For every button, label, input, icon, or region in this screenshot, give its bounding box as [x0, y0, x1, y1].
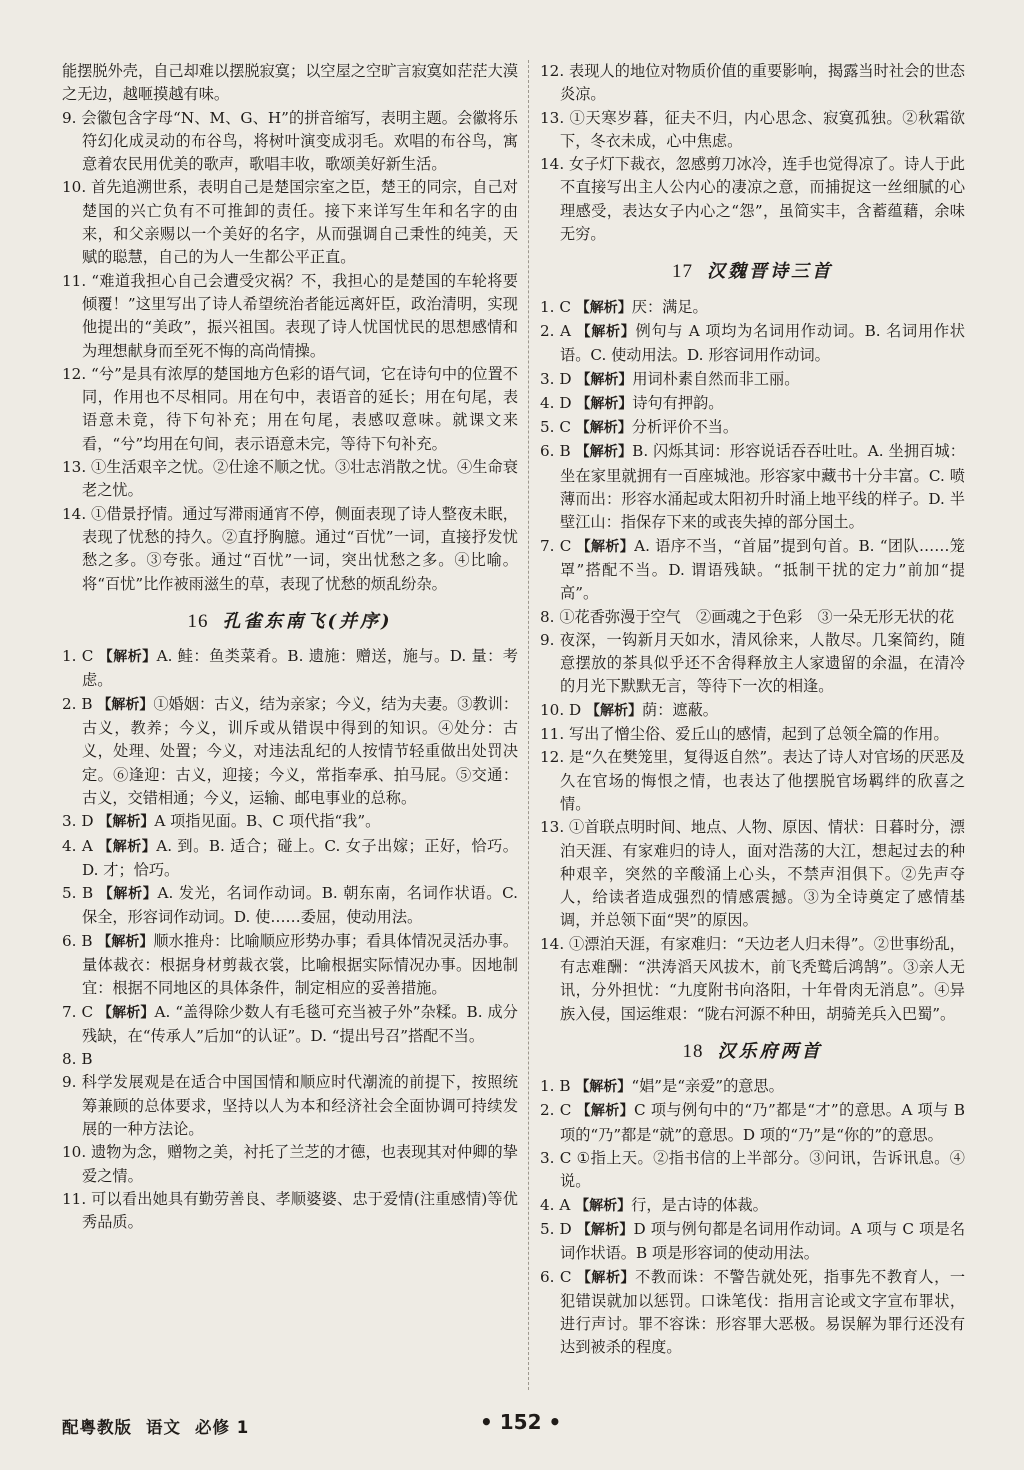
answer-item [540, 1147, 965, 1194]
analysis-label: 【解析】 [97, 696, 154, 713]
answer-choice: 6. C [540, 1267, 577, 1286]
answer-text: 行，是古诗的体裁。 [631, 1195, 768, 1214]
analysis-label: 【解析】 [575, 1197, 632, 1214]
left-top-answers [62, 60, 518, 596]
footer-subject: 语文 [146, 1418, 181, 1437]
section-number: 17 [672, 261, 693, 283]
answer-choice: 1. C [540, 297, 576, 316]
analysis-label: 【解析】 [575, 444, 633, 461]
answer-text: ①指上天。②指书信的上半部分。③问讯，告诉讯息。④说。 [560, 1149, 965, 1191]
answer-text: A. 语序不当，“首届”提到句首。B. “团队……笼罩”搭配不当。D. 谓语残缺。“抵制干扰的定力”前加“提高”。 [560, 536, 965, 603]
answer-item [540, 1194, 965, 1218]
answer-choice: 2. B [62, 694, 98, 713]
answer-item [62, 1141, 518, 1188]
answer-item: 12. 表现人的地位对物质价值的重要影响，揭露当时社会的世态炎凉。 [540, 62, 965, 104]
answer-item [540, 392, 965, 416]
answer-text: A. 到。B. 适合；碰上。C. 女子出嫁；正好，恰巧。D. 才；恰巧。 [82, 836, 518, 879]
analysis-label: 【解析】 [97, 933, 154, 950]
answer-text: 例句与 A 项均为名词用作动词。B. 名词用作状语。C. 使动用法。D. 形容词用作动词。 [560, 321, 965, 365]
answer-item [540, 723, 965, 746]
answer-item [540, 368, 965, 392]
answer-item [540, 296, 965, 320]
answer-item [540, 1218, 965, 1266]
answer-item [62, 645, 518, 693]
analysis-label: 【解析】 [576, 1269, 636, 1286]
answer-text: 分析评价不当。 [631, 418, 739, 437]
answer-choice: 2. A [540, 321, 577, 340]
answer-text: A. 发光，名词作动词。B. 朝东南，名词作状语。C. 保全，形容词作动词。D. 使……委屈，使动用法。 [82, 884, 518, 927]
answer-item [540, 699, 965, 723]
analysis-label: 【解析】 [98, 814, 155, 831]
answer-item [540, 629, 965, 699]
answer-item: 12. “兮”是具有浓厚的楚国地方色彩的语气词，它在诗句中的位置不同，作用也不尽相同。用在句中，表语音的延长；用在句尾，表语意未竟，待下句补充；用在句尾，表感叹意味。就课文来看，“兮”均用在句间，表示语意未完，等待下句补充。 [62, 364, 518, 453]
analysis-label: 【解析】 [98, 838, 157, 855]
footer-edition: 配粤教版 [62, 1418, 132, 1437]
answer-text: A. 鲑：鱼类菜肴。B. 遗施：赠送，施与。D. 量：考虑。 [82, 647, 518, 690]
analysis-label: 【解析】 [576, 371, 633, 388]
answer-item [62, 1001, 518, 1049]
answer-item: 11. “难道我担心自己会遭受灾祸？不，我担心的是楚国的车轮将要倾覆！”这里写出了诗人希望统治者能远离奸臣，政治清明，实现他提出的“美政”，振兴祖国。表现了诗人忧国忧民的思想感情和为理想献身而至死不悔的高尚情操。 [62, 271, 518, 360]
answer-item [540, 606, 965, 629]
answer-item [540, 1075, 965, 1099]
answer-text: 不教而诛：不警告就处死，指事先不教育人，一犯错误就加以惩罚。口诛笔伐：指用言论或文字宣布罪状，进行声讨。罪不容诛：形容罪大恶极。易误解为罪行还没有达到被杀的程度。 [560, 1267, 966, 1357]
answer-item [62, 693, 518, 810]
answer-item: 14. ①借景抒情。通过写滞雨通宵不停，侧面表现了诗人整夜未眠，表现了忧愁的持久。②直抒胸臆。通过“百忧”一词，直接抒发忧愁之多。③夸张。通过“百忧”一词，突出忧愁之多。④比喻。将“百忧”比作被雨滋生的草，表现了忧愁的烦乱纷杂。 [62, 504, 518, 593]
answer-item [540, 416, 965, 440]
answer-choice: 3. D [62, 812, 99, 831]
answer-text: C 项与例句中的“乃”都是“才”的意思。A 项与 B 项的“乃”都是“就”的意思。D 项的“乃”是“你的”的意思。 [560, 1101, 965, 1144]
answer-item [62, 835, 518, 883]
section-title: 孔雀东南飞(并序) [222, 610, 393, 632]
answer-item: 10. 首先追溯世系，表明自己是楚国宗室之臣，楚王的同宗，自己对楚国的兴亡负有不可推卸的责任。接下来详写生年和名字的由来，和父亲赐以一个美好的名字，从而强调自己秉性的纯美，天赋的聪慧，自己的为人一生都公平正直。 [62, 178, 518, 267]
section-number: 16 [187, 610, 209, 632]
answer-choice: 2. C [540, 1101, 577, 1120]
left-column [62, 60, 518, 1235]
section-18-heading [540, 1040, 965, 1063]
page-number: • 152 • [480, 1410, 562, 1434]
analysis-label: 【解析】 [575, 299, 632, 316]
footer-book: 必修 1 [195, 1418, 250, 1437]
answer-text: 用词朴素自然而非工丽。 [632, 369, 800, 388]
answer-text: “娼”是“亲爱”的意思。 [631, 1077, 784, 1096]
answer-item [540, 320, 965, 368]
answer-item [540, 816, 965, 932]
answer-item [62, 930, 518, 1001]
answer-text: A. “盖得除少数人有毛毯可充当被子外”杂糅。B. 成分残缺，在“传承人”后加“的认证”。D. “提出号召”搭配不当。 [82, 1002, 518, 1045]
analysis-label: 【解析】 [575, 1079, 632, 1096]
right-top-answers [540, 60, 965, 246]
answer-choice: 7. C [62, 1002, 99, 1021]
answer-item [62, 1048, 518, 1071]
answer-text: 厌：满足。 [631, 297, 708, 316]
answer-choice: 4. A [62, 836, 99, 855]
section-title: 汉魏晋诗三首 [707, 261, 833, 283]
answer-choice: 3. C [540, 1149, 577, 1168]
answer-text: 顺水推舟：比喻顺应形势办事；看具体情况灵活办事。量体裁衣：根据身材剪裁衣裳，比喻根据实际情况办事。因地制宜：根据不同地区的具体条件，制定相应的妥善措施。 [82, 931, 519, 998]
answer-item: 14. 女子灯下裁衣，忽感剪刀冰冷，连手也觉得凉了。诗人于此不直接写出主人公内心的凄凉之意，而捕捉这一丝细腻的心理感受，表达女子内心之“怨”，虽简实丰，含蓄蕴藉，余味无穷。 [540, 155, 965, 244]
answer-text: 12. 是“久在樊笼里，复得返自然”。表达了诗人对官场的厌恶及久在官场的悔恨之情，也表达了他摆脱官场羁绊的欣喜之情。 [540, 748, 965, 813]
analysis-label: 【解析】 [576, 538, 635, 555]
answer-text: D 项与例句都是名词用作动词。A 项与 C 项是名词作状语。B 项是形容词的使动用法。 [560, 1219, 966, 1263]
answer-text: 8. ①花香弥漫于空气 ②画魂之于色彩 ③一朵无形无状的花 [540, 607, 955, 626]
answer-text: B. 闪烁其词：形容说话吞吞吐吐。A. 坐拥百城：坐在家里就拥有一百座城池。形容家中藏书十分丰富。C. 喷薄而出：形容水涌起或太阳初升时涌上地平线的样子。D. 半壁江山：指保存下来的或丧失掉的部分国土。 [560, 442, 965, 532]
answer-choice: 1. C [62, 647, 99, 666]
footer-book-info [62, 1414, 263, 1438]
analysis-label: 【解析】 [98, 649, 157, 666]
answer-item: 9. 会徽包含字母“N、M、G、H”的拼音缩写，表明主题。会徽将乐符幻化成灵动的布谷鸟，将树叶演变成羽毛。欢唱的布谷鸟，寓意着农民用优美的歌声，歌唱丰收，歌颂美好新生活。 [62, 108, 518, 174]
answer-choice: 6. B [540, 442, 576, 461]
analysis-label: 【解析】 [576, 395, 633, 412]
analysis-label: 【解析】 [98, 886, 158, 903]
analysis-label: 【解析】 [576, 323, 636, 340]
section-title: 汉乐府两首 [717, 1040, 823, 1062]
answer-text: ①婚姻：古义，结为亲家；今义，结为夫妻。③教训：古义，教养；今义，训斥或从错误中得到的知识。④处分：古义，处理、处置；今义，对违法乱纪的人按情节轻重做出处罚决定。⑥逢迎：古义，迎接；今义，常指奉承、拍马屁。⑤交通：古义，交错相通；今义，运输、邮电事业的总称。 [82, 694, 519, 807]
answer-item [540, 1266, 965, 1360]
column-divider [528, 60, 529, 1390]
answer-item [540, 535, 965, 606]
answer-text: 10. 遗物为念，赠物之美，衬托了兰芝的才德，也表现其对仲卿的挚爱之情。 [62, 1143, 518, 1185]
answer-text: 9. 科学发展观是在适合中国国情和顺应时代潮流的前提下，按照统筹兼顾的总体要求，坚持以人为本和经济社会全面协调可持续发展的一种方法论。 [62, 1073, 518, 1139]
answer-item [62, 1071, 518, 1141]
section-number: 18 [682, 1040, 704, 1062]
answer-item [540, 746, 965, 816]
answer-choice: 10. D [540, 700, 586, 719]
answer-choice: 1. B [540, 1077, 576, 1096]
right-column [540, 60, 965, 1360]
answer-choice: 3. D [540, 369, 577, 388]
analysis-label: 【解析】 [98, 1004, 155, 1021]
answer-item [62, 810, 518, 834]
answer-choice: 5. B [62, 884, 99, 903]
section-16-heading [62, 610, 518, 633]
answer-text: 11. 可以看出她具有勤劳善良、孝顺婆婆、忠于爱情(注重感情)等优秀品质。 [62, 1189, 518, 1232]
analysis-label: 【解析】 [576, 1103, 635, 1120]
analysis-label: 【解析】 [575, 420, 632, 437]
analysis-label: 【解析】 [576, 1221, 634, 1238]
answer-text: 11. 写出了憎尘俗、爱丘山的感情，起到了总领全篇的作用。 [540, 725, 949, 744]
answer-text: 诗句有押韵。 [632, 393, 724, 412]
answer-text: A 项指见面。B、C 项代指“我”。 [154, 812, 381, 831]
section-17-heading [540, 260, 965, 283]
section-16-answers [62, 645, 518, 1234]
answer-text: 9. 夜深，一钩新月天如水，清风徐来，人散尽。几案简约，随意摆放的茶具似乎还不舍得释放主人家遗留的余温，在清冷的月光下默默无言，等待下一次的相逢。 [540, 630, 965, 696]
answer-choice: 4. D [540, 393, 577, 412]
answer-text: 荫：遮蔽。 [642, 700, 718, 719]
answer-item [62, 1188, 518, 1235]
analysis-label: 【解析】 [586, 702, 642, 719]
answer-choice: 6. B [62, 931, 98, 950]
answer-item: 能摆脱外壳，自己却难以摆脱寂寞；以空屋之空旷言寂寞如茫茫大漠之无边，越咂摸越有味。 [62, 62, 518, 104]
answer-choice: 4. A [540, 1195, 576, 1214]
answer-text: 13. ①首联点明时间、地点、人物、原因、情状：日暮时分，漂泊天涯、有家难归的诗人，面对浩荡的大江，想起过去的种种艰辛，突然的辛酸涌上心头，不禁声泪俱下。②先声夺人，给读者造成强烈的情感震撼。③为全诗奠定了感情基调，并总领下面“哭”的原因。 [540, 818, 965, 930]
answer-item [540, 440, 965, 534]
section-17-answers [540, 296, 965, 1026]
answer-item [540, 1099, 965, 1147]
answer-choice: 5. D [540, 1219, 577, 1238]
section-18-answers [540, 1075, 965, 1360]
answer-item: 13. ①天寒岁暮，征夫不归，内心思念、寂寞孤独。②秋霜欲下，冬衣未成，心中焦虑。 [540, 108, 965, 150]
answer-choice: 8. B [62, 1050, 93, 1069]
answer-choice: 7. C [540, 536, 577, 555]
answer-item [540, 933, 965, 1026]
answer-item: 13. ①生活艰辛之忧。②仕途不顺之忧。③壮志消散之忧。④生命衰老之忧。 [62, 458, 518, 500]
answer-choice: 5. C [540, 418, 576, 437]
answer-text: 14. ①漂泊天涯，有家难归：“天边老人归未得”。②世事纷乱，有志难酬：“洪涛滔天风拔木，前飞秃鹫后鸿鹄”。③亲人无讯，分外担忧：“九度附书向洛阳，十年骨肉无消息”。④异族入侵，国运维艰：“陇右河源不种田，胡骑羌兵入巴蜀”。 [540, 934, 965, 1023]
answer-item [62, 882, 518, 930]
